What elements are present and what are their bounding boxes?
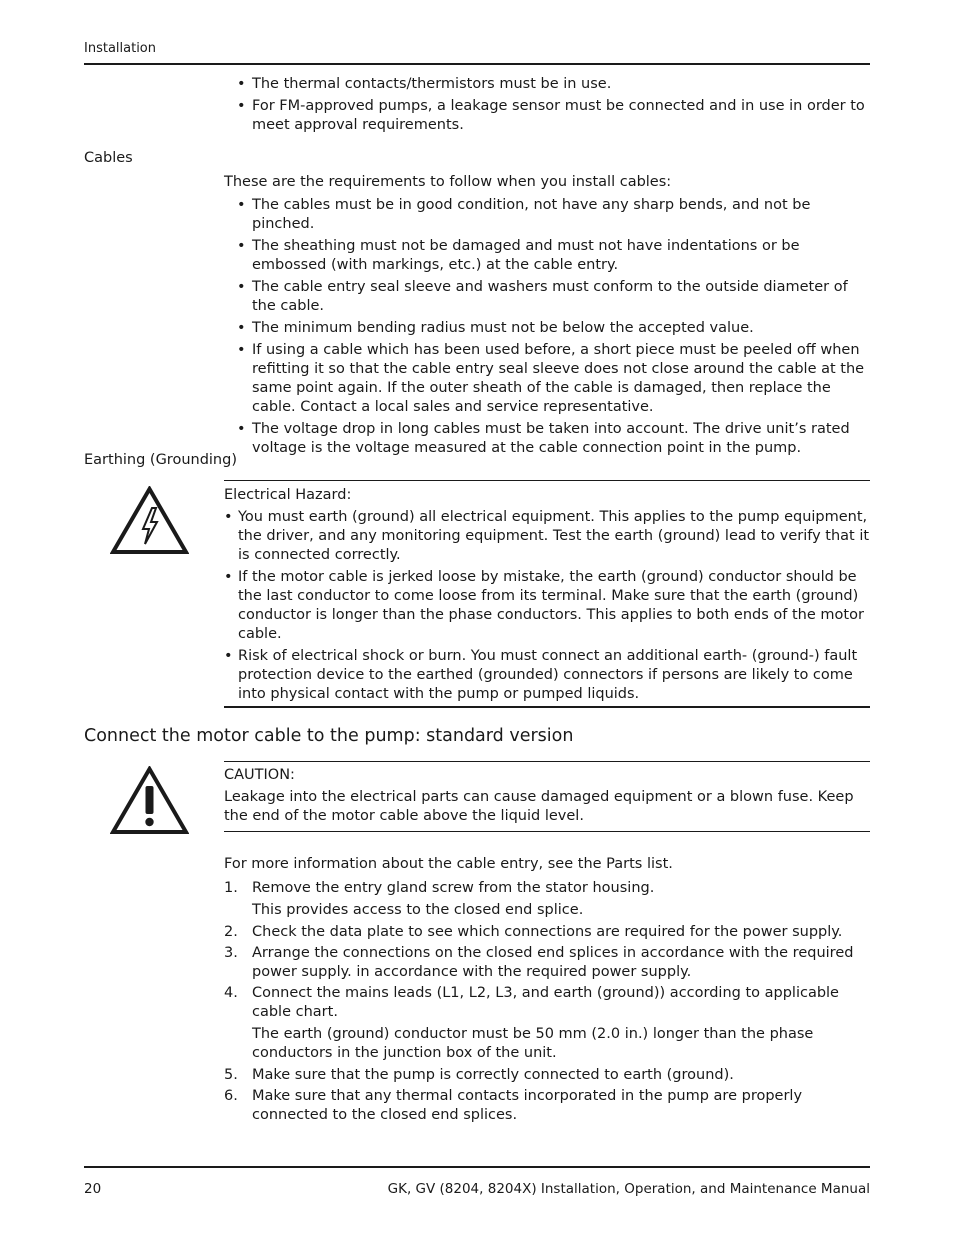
procedure-lead: For more information about the cable entry, see the Parts list.: [224, 856, 673, 872]
step-note: The earth (ground) conductor must be 50 mm (2.0 in.) longer than the phase conductors in the junction box of the unit.: [252, 1026, 814, 1061]
hazard-top-rule: [224, 480, 870, 481]
intro-bullet: • For FM-approved pumps, a leakage sensor must be connected and in use in order to meet approval requirements.: [224, 97, 870, 135]
header-rule: [84, 63, 870, 65]
step-number: 4.: [224, 985, 238, 1001]
hazard-bottom-rule: [224, 706, 870, 708]
intro-bullet: • The thermal contacts/thermistors must be in use.: [224, 75, 870, 94]
cables-bullet: • The voltage drop in long cables must be taken into account. The drive unit’s rated voltage is the voltage measured at the cable connection point in the pump.: [224, 420, 870, 458]
cables-bullet: • The cable entry seal sleeve and washers must conform to the outside diameter of the cable.: [224, 278, 870, 316]
cables-bullet: • The sheathing must not be damaged and must not have indentations or be embossed (with markings, etc.) at the cable entry.: [224, 237, 870, 275]
hazard-bullet: • You must earth (ground) all electrical equipment. This applies to the pump equipment, the driver, and any monitoring equipment. Test the earth (ground) lead to verify that it is connected correctly.: [224, 508, 870, 565]
cables-bullet: • If using a cable which has been used before, a short piece must be peeled off when refitting it so that the cable entry seal sleeve does not close around the cable at the same point again. If the outer sheath of the cable is damaged, then replace the cable. Contact a local sales and service representative.: [224, 341, 870, 417]
footer-title: GK, GV (8204, 8204X) Installation, Operation, and Maintenance Manual: [387, 1181, 870, 1197]
intro-section: [224, 75, 870, 138]
step-note: This provides access to the closed end splice.: [252, 902, 584, 918]
step-item: [224, 923, 870, 942]
step-number: 3.: [224, 945, 238, 961]
step-item: [224, 984, 870, 1022]
step-text: Make sure that the pump is correctly connected to earth (ground).: [252, 1067, 734, 1083]
caution-block: [224, 766, 870, 826]
step-item: [224, 944, 870, 982]
running-header: Installation: [84, 41, 157, 56]
page-number: 20: [84, 1181, 102, 1197]
cables-lead: These are the requirements to follow when you install cables:: [224, 174, 672, 190]
step-number: 5.: [224, 1067, 238, 1083]
caution-bottom-rule: [224, 831, 870, 832]
step-text: Remove the entry gland screw from the stator housing.: [252, 880, 655, 896]
caution-text: Leakage into the electrical parts can cause damaged equipment or a blown fuse. Keep the end of the motor cable above the liquid level.: [224, 789, 854, 824]
earthing-label: Earthing (Grounding): [84, 452, 237, 468]
caution-title: CAUTION:: [224, 767, 295, 783]
cables-bullet: • The minimum bending radius must not be below the accepted value.: [224, 319, 870, 338]
step-number: 6.: [224, 1088, 238, 1104]
step-number: 1.: [224, 880, 238, 896]
step-text: Arrange the connections on the closed end splices in accordance with the required power supply. in accordance with the required power supply.: [252, 945, 854, 980]
section-heading: Connect the motor cable to the pump: standard version: [84, 726, 574, 746]
step-item: [224, 1066, 870, 1085]
hazard-block: [224, 486, 870, 707]
step-text: Make sure that any thermal contacts incorporated in the pump are properly connected to the closed end splices.: [252, 1088, 803, 1123]
caution-exclamation-icon: [110, 766, 189, 835]
step-item: [224, 1087, 870, 1125]
cables-label: Cables: [84, 150, 133, 166]
electrical-hazard-icon: [110, 486, 189, 555]
step-number: 2.: [224, 924, 238, 940]
caution-top-rule: [224, 761, 870, 762]
step-item: [224, 879, 870, 898]
procedure: [224, 855, 870, 1127]
hazard-bullet: • Risk of electrical shock or burn. You must connect an additional earth- (ground-) fault protection device to the earthed (grounded) connectors if persons are likely to come into physical contact with the pump or pumped liquids.: [224, 647, 870, 704]
footer-rule: [84, 1166, 870, 1168]
step-text: Check the data plate to see which connections are required for the power supply.: [252, 924, 843, 940]
cables-bullet: • The cables must be in good condition, not have any sharp bends, and not be pinched.: [224, 196, 870, 234]
step-text: Connect the mains leads (L1, L2, L3, and earth (ground)) according to applicable cable chart.: [252, 985, 839, 1020]
hazard-title: Electrical Hazard:: [224, 487, 352, 503]
hazard-bullet: • If the motor cable is jerked loose by mistake, the earth (ground) conductor should be the last conductor to come loose from its terminal. Make sure that the earth (ground) conductor is longer than the phase conductors. This applies to both ends of the motor cable.: [224, 568, 870, 644]
cables-section: [224, 173, 870, 461]
